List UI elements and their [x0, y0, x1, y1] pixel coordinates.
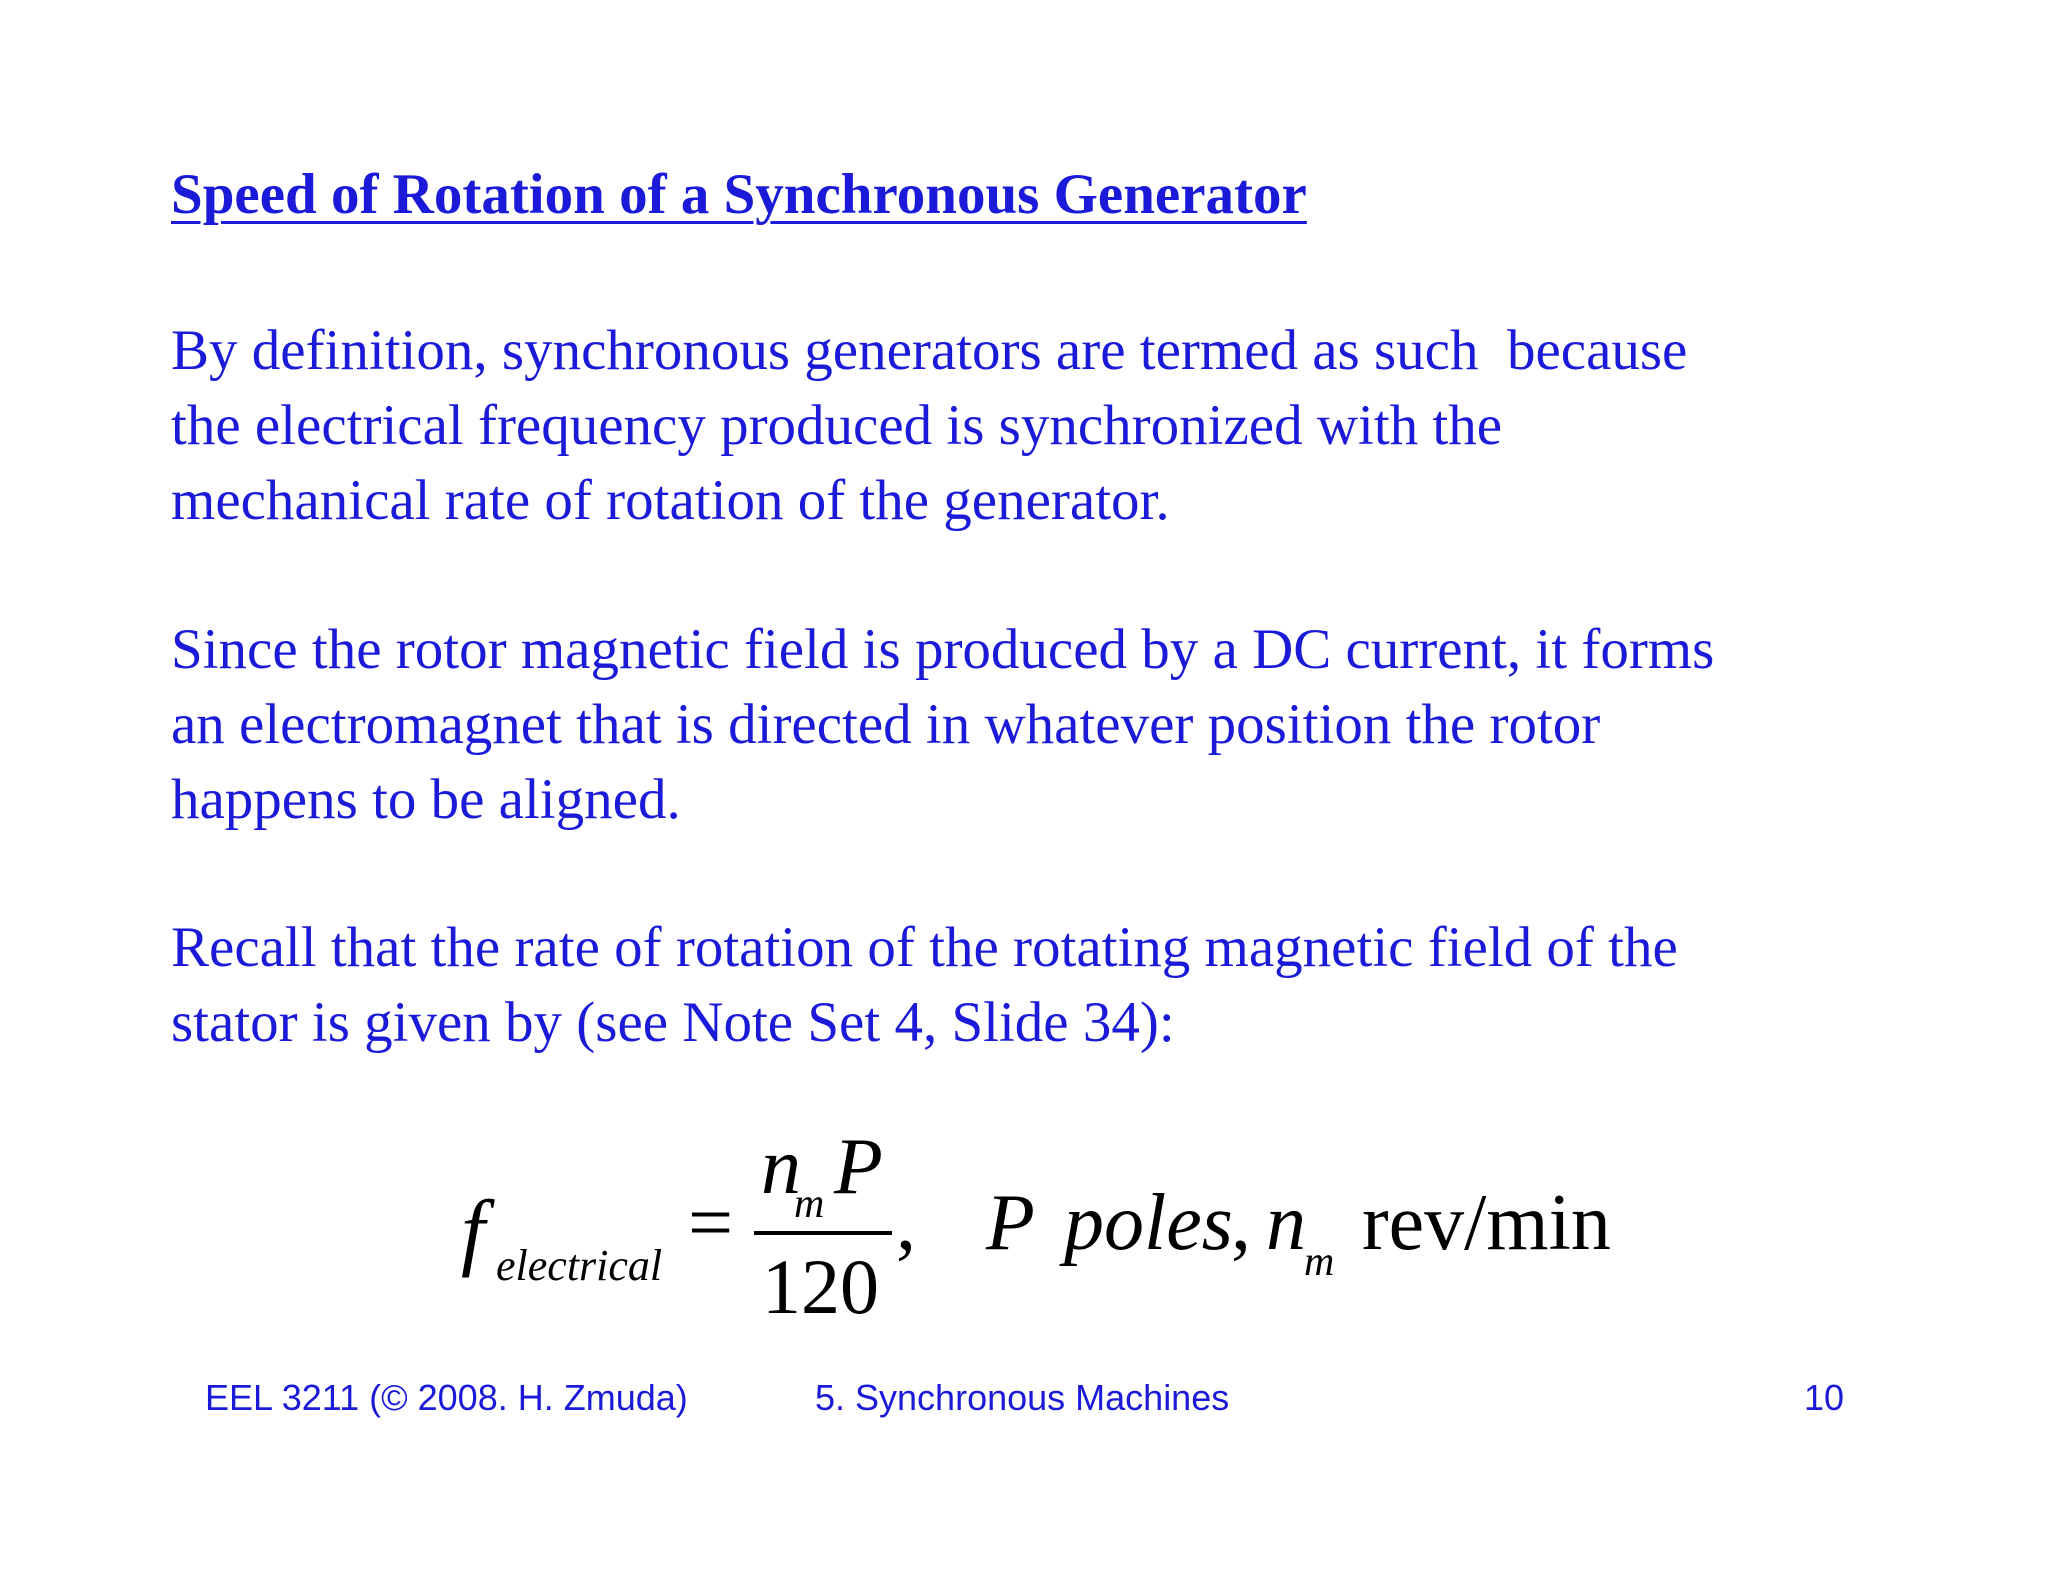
paragraph-recall [171, 910, 1678, 1060]
text-line: mechanical rate of rotation of the generator. [171, 469, 1170, 532]
equation-numerator-n-subscript: m [794, 1181, 825, 1227]
equation-f-symbol: f [461, 1182, 485, 1278]
equation-separator: , [896, 1179, 916, 1267]
slide-title: Speed of Rotation of a Synchronous Generator [171, 163, 1307, 226]
footer-course-info: EEL 3211 (© 2008. H. Zmuda) [205, 1377, 688, 1418]
equation-numerator-n: n [761, 1123, 801, 1211]
equation-P-symbol: P [986, 1179, 1035, 1267]
equation-comma: , [1231, 1179, 1251, 1267]
equation-poles-word: poles [1064, 1179, 1233, 1267]
footer-section-title: 5. Synchronous Machines [815, 1377, 1230, 1418]
equation-f-subscript: electrical [496, 1241, 663, 1290]
equation-equals-sign: = [688, 1179, 734, 1267]
equation-numerator-P: P [834, 1123, 883, 1211]
text-line: By definition, synchronous generators are termed as such because [171, 319, 1688, 382]
text-line: an electromagnet that is directed in whatever position the rotor [171, 693, 1601, 756]
paragraph-rotor-field [171, 612, 1714, 837]
text-line: Recall that the rate of rotation of the rotating magnetic field of the [171, 916, 1678, 979]
frequency-equation [456, 1123, 1616, 1340]
equation-n-symbol: n [1266, 1179, 1306, 1267]
paragraph-definition [171, 313, 1687, 538]
equation-denominator: 120 [762, 1243, 879, 1330]
text-line: happens to be aligned. [171, 768, 681, 831]
text-line: Since the rotor magnetic field is produced by a DC current, it forms [171, 618, 1715, 681]
equation-unit: rev/min [1362, 1179, 1611, 1267]
equation-n-subscript: m [1304, 1239, 1335, 1285]
text-line: stator is given by (see Note Set 4, Slide 34): [171, 991, 1175, 1054]
footer-page-number: 10 [1804, 1377, 1845, 1418]
text-line: the electrical frequency produced is synchronized with the [171, 394, 1503, 457]
fraction-bar [754, 1231, 892, 1235]
